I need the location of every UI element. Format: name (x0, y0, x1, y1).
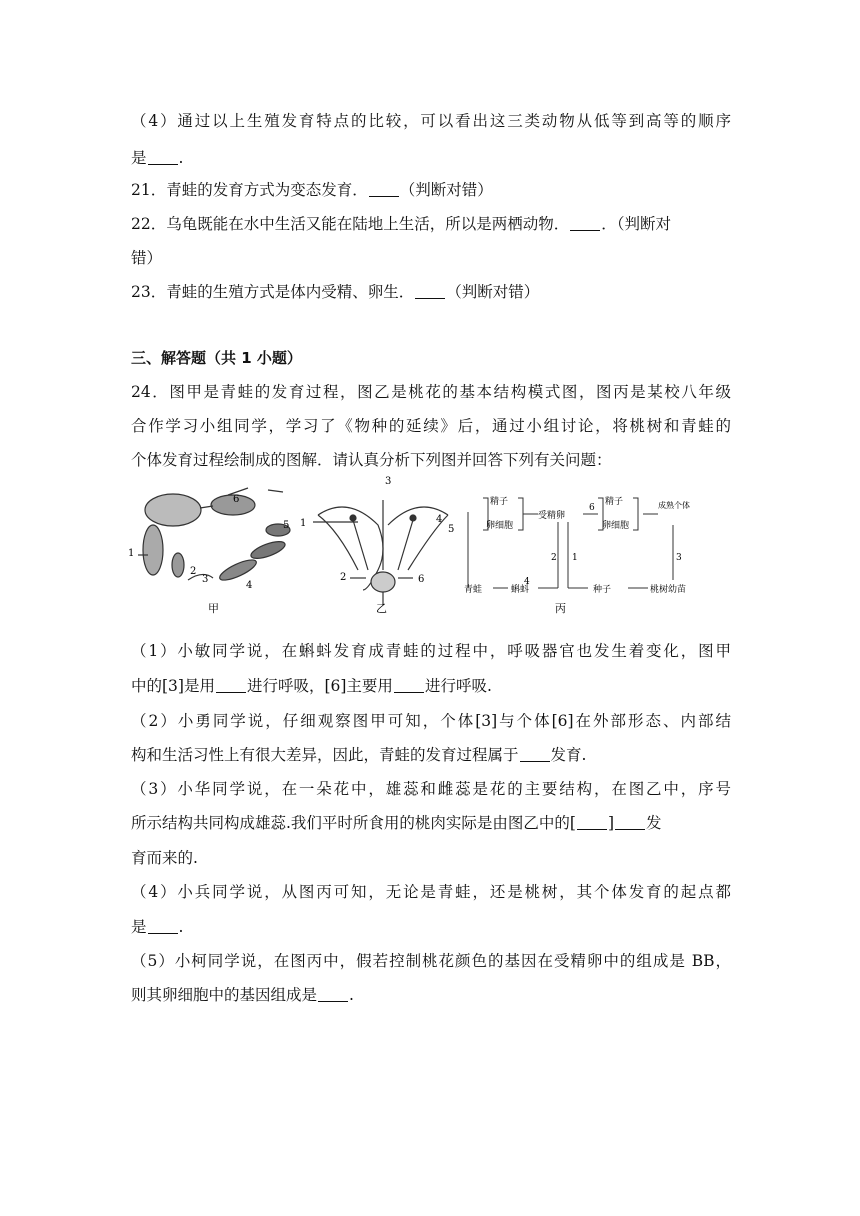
jia-label-3: 3 (202, 574, 209, 585)
yi-label-3: 3 (385, 476, 392, 487)
q24-p2-b: 发育. (550, 746, 587, 764)
q24-intro-line1: 24．图甲是青蛙的发育过程，图乙是桃花的基本结构模式图，图丙是某校八年级 (131, 383, 731, 401)
bing-mature: 成熟个体 (658, 501, 690, 510)
jia-label-4: 4 (246, 580, 253, 591)
answer-blank[interactable] (216, 678, 246, 693)
q24-p5-a: 则其卵细胞中的基因组成是 (131, 986, 318, 1004)
jia-caption: 甲 (208, 602, 219, 615)
answer-blank[interactable] (577, 815, 607, 830)
q24-p1-a: 中的[3]是用 (131, 677, 215, 695)
q24-p3-a: 所示结构共同构成雄蕊.我们平时所食用的桃肉实际是由图乙中的[ (131, 814, 576, 832)
q23-hint: （判断对错） (446, 283, 540, 301)
answer-blank[interactable] (369, 182, 399, 197)
q24-p1-line2 (131, 676, 731, 696)
q20-4-suffix: . (178, 149, 184, 167)
yi-label-4: 4 (436, 514, 443, 525)
bing-n4: 4 (524, 577, 530, 587)
answer-blank[interactable] (615, 815, 645, 830)
q24-p5-line1: （5）小柯同学说，在图丙中，假若控制桃花颜色的基因在受精卵中的组成是 BB， (131, 952, 731, 970)
q24-p2-line2 (131, 745, 731, 765)
q24-p3-line2 (131, 813, 731, 833)
bing-sperm1: 精子 (490, 497, 509, 507)
q24-p4-a: 是 (131, 918, 147, 936)
q24-p3-c: 发 (646, 814, 662, 832)
yi-label-1: 1 (300, 518, 307, 529)
bing-n2: 2 (551, 553, 557, 563)
bing-n1: 1 (572, 553, 578, 563)
q22-line1 (131, 214, 731, 234)
bing-frog: 青蛙 (464, 585, 483, 595)
q24-p3-line3: 育而来的. (131, 849, 198, 867)
q23 (131, 282, 731, 302)
frog-life-cycle-diagram (138, 488, 290, 584)
answer-blank[interactable] (415, 284, 445, 299)
bing-seedling: 桃树幼苗 (650, 585, 687, 595)
q22-hint: ．（判断对 (601, 215, 671, 233)
bing-sperm2: 精子 (605, 497, 624, 507)
answer-blank[interactable] (394, 678, 424, 693)
q24-p2-a: 构和生活习性上有很大差异，因此，青蛙的发育过程属于 (131, 746, 519, 764)
bing-n3: 3 (676, 553, 682, 563)
bing-caption: 丙 (555, 602, 566, 615)
development-flow-diagram (468, 498, 673, 588)
q24-p1-b: 进行呼吸，[6]主要用 (246, 677, 393, 695)
q22-text: 22．乌龟既能在水中生活又能在陆地上生活，所以是两栖动物． (131, 215, 570, 233)
q24-p3-line1: （3）小华同学说，在一朵花中，雄蕊和雌蕊是花的主要结构，在图乙中，序号 (131, 780, 731, 798)
q24-p1-line1: （1）小敏同学说，在蝌蚪发育成青蛙的过程中，呼吸器官也发生着变化，图甲 (131, 642, 731, 660)
answer-blank[interactable] (148, 150, 178, 165)
q24-intro-line3: 个体发育过程绘制成的图解．请认真分析下列图并回答下列有关问题： (131, 451, 612, 469)
bing-seed: 种子 (593, 585, 612, 595)
q24-p5-line2 (131, 985, 731, 1005)
section-heading: 三、解答题（共 1 小题） (131, 349, 302, 367)
q24-p1-c: 进行呼吸. (424, 677, 492, 695)
jia-label-1: 1 (128, 548, 135, 559)
q24-p4-line1: （4）小兵同学说，从图丙可知，无论是青蛙，还是桃树，其个体发育的起点都 (131, 883, 731, 901)
q24-figure (128, 470, 708, 620)
jia-label-2: 2 (190, 566, 197, 577)
yi-caption: 乙 (376, 602, 387, 615)
yi-label-6: 6 (418, 574, 425, 585)
q24-p4-line2 (131, 917, 731, 937)
answer-blank[interactable] (318, 987, 348, 1002)
q24-p4-b: . (178, 918, 184, 936)
q20-4-line1: （4）通过以上生殖发育特点的比较，可以看出这三类动物从低等到高等的顺序 (131, 112, 731, 130)
q24-intro-line2: 合作学习小组同学，学习了《物种的延续》后，通过小组讨论，将桃树和青蛙的 (131, 417, 731, 435)
bing-tadpole: 蝌蚪 (511, 585, 530, 595)
bing-n6: 6 (589, 503, 595, 513)
q22-line2: 错） (131, 249, 163, 267)
q20-4-line2 (131, 148, 731, 168)
q21-hint: （判断对错） (399, 181, 493, 199)
answer-blank[interactable] (570, 216, 600, 231)
answer-blank[interactable] (520, 747, 550, 762)
q24-p2-line1: （2）小勇同学说，仔细观察图甲可知，个体[3]与个体[6]在外部形态、内部结 (131, 712, 731, 730)
yi-label-2: 2 (340, 572, 347, 583)
jia-label-5: 5 (283, 520, 290, 531)
jia-label-6: 6 (233, 494, 240, 505)
q21 (131, 180, 731, 200)
bing-egg2: 卵细胞 (602, 521, 630, 531)
answer-blank[interactable] (148, 919, 178, 934)
peach-flower-diagram (313, 500, 448, 605)
bing-egg1: 卵细胞 (486, 521, 514, 531)
q24-p5-b: . (349, 986, 354, 1004)
yi-label-5: 5 (448, 524, 455, 535)
q20-4-prefix: 是 (131, 149, 147, 167)
figure-svg (128, 470, 708, 620)
bing-zygote: 受精卵 (538, 511, 566, 521)
q21-text: 21．青蛙的发育方式为变态发育． (131, 181, 368, 199)
q23-text: 23．青蛙的生殖方式是体内受精、卵生． (131, 283, 415, 301)
q24-p3-b: ] (607, 814, 615, 832)
